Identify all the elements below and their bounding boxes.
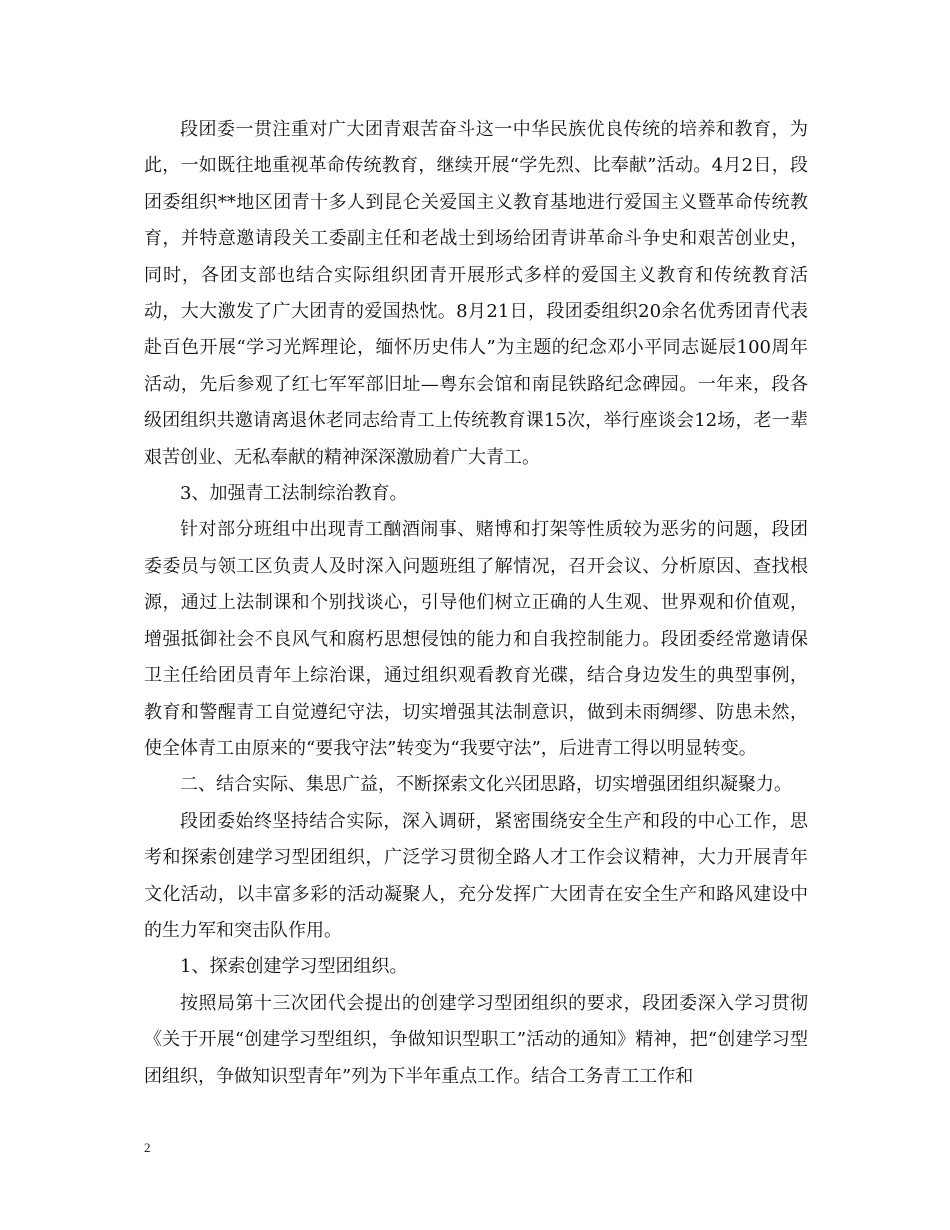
heading-section-two: 二、结合实际、集思广益，不断探索文化兴团思路，切实增强团组织凝聚力。: [180, 774, 792, 796]
heading-learning-organization: 1、探索创建学习型团组织。: [180, 956, 408, 978]
paragraph-patriotic-education: 段团委一贯注重对广大团青艰苦奋斗这一中华民族优良传统的培养和教育，为此，一如既往地重视革命传统教育，继续开展“学先烈、比奉献”活动。4月2日，段团委组织**地区团青十多人到昆仑关爱国主义教育基地进行爱国主义暨革命传统教育，并特意邀请段关工委副主任和老战士到场给团青讲革命斗争史和艰苦创业史，同时，各团支部也结合实际组织团青开展形式多样的爱国主义教育和传统教育活动，大大激发了广大团青的爱国热忱。8月21日，段团委组织20余名优秀团青代表赴百色开展“学习光辉理论，缅怀历史伟人”为主题的纪念邓小平同志诞辰100周年活动，先后参观了红七军军部旧址—粤东会馆和南昆铁路纪念碑园。一年来，段各级团组织共邀请离退休老同志给青工上传统教育课15次，举行座谈会12场，老一辈艰苦创业、无私奉献的精神深深激励着广大青工。: [144, 119, 808, 468]
paragraph-section-two-intro: 段团委始终坚持结合实际，深入调研，紧密围绕安全生产和段的中心工作，思考和探索创建学习型团组织，广泛学习贯彻全路人才工作会议精神，大力开展青年文化活动，以丰富多彩的活动凝聚人，充分发挥广大团青在安全生产和路风建设中的生力军和突击队作用。: [144, 810, 808, 941]
paragraph-learning-organization: 按照局第十三次团代会提出的创建学习型团组织的要求，段团委深入学习贯彻《关于开展“创建学习型组织，争做知识型职工”活动的通知》精神，把“创建学习型团组织，争做知识型青年”列为下半年重点工作。结合工务青工工作和: [144, 992, 808, 1087]
paragraph-legal-education: 针对部分班组中出现青工酗酒闹事、赌博和打架等性质较为恶劣的问题，段团委委员与领工区负责人及时深入问题班组了解情况，召开会议、分析原因、查找根源，通过上法制课和个别找谈心，引导他们树立正确的人生观、世界观和价值观，增强抵御社会不良风气和腐朽思想侵蚀的能力和自我控制能力。段团委经常邀请保卫主任给团员青年上综治课，通过组织观看教育光碟，结合身边发生的典型事例，教育和警醒青工自觉遵纪守法，切实增强其法制意识，做到未雨绸缪、防患未然，使全体青工由原来的“要我守法”转变为“我要守法”，后进青工得以明显转变。: [144, 519, 808, 759]
heading-legal-education: 3、加强青工法制综治教育。: [180, 483, 408, 505]
document-body: [144, 112, 808, 1095]
page-number: 2: [144, 1140, 151, 1155]
